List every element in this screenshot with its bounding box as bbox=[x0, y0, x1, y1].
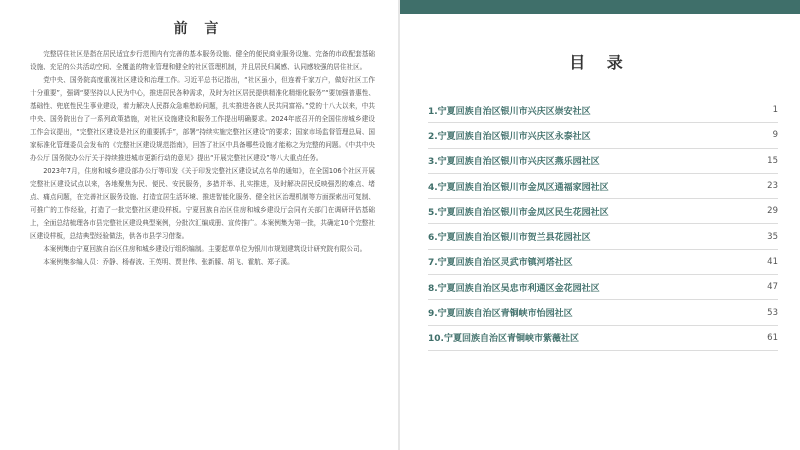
toc-item-label: 9.宁夏回族自治区青铜峡市怡园社区 bbox=[428, 309, 573, 320]
preface-title: 前 言 bbox=[173, 21, 225, 37]
toc-item-page: 23 bbox=[767, 181, 778, 192]
toc-item-page: 47 bbox=[767, 282, 778, 293]
toc-list bbox=[428, 98, 778, 351]
toc-item[interactable] bbox=[428, 300, 778, 325]
toc-item[interactable] bbox=[428, 98, 778, 123]
toc-item[interactable] bbox=[428, 123, 778, 148]
toc-item-page: 29 bbox=[767, 206, 778, 217]
toc-item-page: 9 bbox=[772, 130, 778, 141]
toc-item-label: 4.宁夏回族自治区银川市金凤区通福家园社区 bbox=[428, 182, 609, 193]
toc-item-page: 15 bbox=[767, 155, 778, 166]
toc-title: 目 录 bbox=[569, 53, 631, 72]
toc-item-label: 1.宁夏回族自治区银川市兴庆区崇安社区 bbox=[428, 106, 591, 117]
preface-paragraph: 本案例集参编人员：乔静、杨春波、王英明、贾世伟、张新朦、胡飞、霍航、郑子溪。 bbox=[43, 258, 294, 266]
toc-item-page: 35 bbox=[767, 231, 778, 242]
preface-paragraph: 本案例集由宁夏回族自治区住房和城乡建设厅组织编制。主要起草单位为银川市规划建筑设计研究院有限公司。 bbox=[43, 245, 367, 253]
toc-item-page: 61 bbox=[767, 332, 778, 343]
toc-item-page: 1 bbox=[772, 105, 778, 116]
toc-item-label: 5.宁夏回族自治区银川市金凤区民生花园社区 bbox=[428, 207, 609, 218]
toc-header-bar bbox=[400, 0, 800, 14]
toc-item[interactable] bbox=[428, 275, 778, 300]
toc-item-label: 2.宁夏回族自治区银川市兴庆区永泰社区 bbox=[428, 131, 591, 142]
toc-item-label: 6.宁夏回族自治区银川市贺兰县花园社区 bbox=[428, 233, 591, 244]
toc-item[interactable] bbox=[428, 174, 778, 199]
toc-item-label: 7.宁夏回族自治区灵武市镇河塔社区 bbox=[428, 258, 573, 269]
toc-item-label: 8.宁夏回族自治区吴忠市利通区金花园社区 bbox=[428, 283, 600, 294]
toc-item-label: 10.宁夏回族自治区青铜峡市紫薇社区 bbox=[428, 334, 579, 345]
toc-item-page: 41 bbox=[767, 256, 778, 267]
preface-paragraph: 完整居住社区是指在居民适宜步行范围内有完善的基本服务设施、健全的便民商业服务设施、完备的市政配套基础设施、充足的公共活动空间、全覆盖的物业管理和健全的社区管理机制，并且居民归属感、认同感较强的居住社区。 bbox=[30, 50, 375, 71]
toc-item[interactable] bbox=[428, 149, 778, 174]
toc-item-label: 3.宁夏回族自治区银川市兴庆区燕乐园社区 bbox=[428, 157, 600, 168]
preface-paragraph: 党中央、国务院高度重视社区建设和治理工作。习近平总书记指出，“社区虽小，但连着千家万户，做好社区工作十分重要”，强调“要坚持以人民为中心，推进居民各种需求，及时为社区居民提供精准化精细化服务”“要加强普惠性、基础性、兜底性民生事业建设，着力解决人民群众急难愁盼问题，扎实推进各族人民共同富裕。”党的十八大以来，中共中央、国务院出台了一系列政策措施，对社区设施建设和服务工作提出明确要求。2024年底召开的全国住房城乡建设工作会议提出，“完整社区建设是社区的重要抓手”，部署“持续实施完整社区建设”的要求；国家市场监督管理总局、国家标准化管理委员会发布的《完整社区建设规范指南》，回答了社区中具备哪些设施才能称之为完整的问题。《中共中央办公厅 国务院办公厅关于持续推进城市更新行动的意见》提出“开展完整社区建设”等八大重点任务。 bbox=[30, 76, 375, 162]
toc-item[interactable] bbox=[428, 224, 778, 249]
toc-item[interactable] bbox=[428, 250, 778, 275]
toc-item[interactable] bbox=[428, 326, 778, 351]
toc-item[interactable] bbox=[428, 199, 778, 224]
preface-paragraph: 2023年7月，住房和城乡建设部办公厅等印发《关于印发完整社区建设试点名单的通知》，在全国106个社区开展完整社区建设试点以来，各地聚焦为民、便民、安民服务，多措并举、扎实推进，及时解决居民反映强烈的难点、堵点、痛点问题，在完善社区服务设施、打造宜居生活环境、推进智能化服务、健全社区治理机制等方面探索出可复制、可推广的工作经验，打造了一批完整社区建设样板。宁夏回族自治区住房和城乡建设厅会同有关部门在调研评估基础上，全面总结梳理各市县完整社区建设典型案例，分批次汇编成册、宣传推广。本案例集为第一批，共确定10个完整社区建设样板，总结典型经验做法，供各市县学习借鉴。 bbox=[30, 167, 375, 240]
toc-item-page: 53 bbox=[767, 307, 778, 318]
preface-body bbox=[30, 48, 375, 269]
